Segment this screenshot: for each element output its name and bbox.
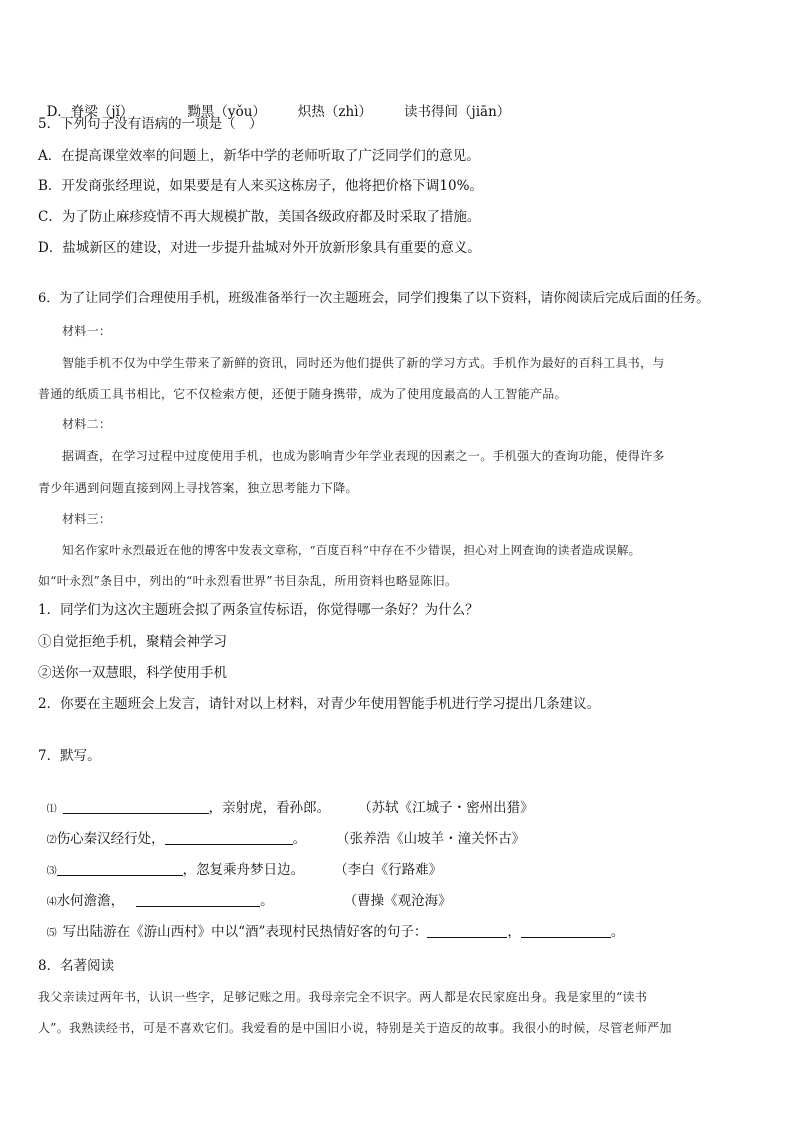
- item-number: ⑸: [46, 928, 57, 939]
- option-word-2: 黝黑（yǒu）: [187, 104, 266, 120]
- item-text: ，忽复乘舟梦日边。: [182, 862, 305, 878]
- material-2-line-1: 据调查，在学习过程中过度使用手机，也成为影响青少年学业表现的因素之一。手机强大的查询功能，使得许多: [62, 449, 665, 463]
- item-source: （李白《行路难》: [334, 862, 443, 878]
- q8-passage-line-2: 人”。我熟读经书，可是不喜欢它们。我爱看的是中国旧小说，特别是关于造反的故事。我很小的时候，尽管老师严加: [38, 1021, 672, 1035]
- q6-task-2: 2．你要在主题班会上发言，请针对以上材料，对青少年使用智能手机进行学习提出几条建议。: [38, 696, 601, 712]
- answer-blank[interactable]: [521, 923, 611, 938]
- option-word-1: 脊梁（jǐ）: [70, 104, 134, 120]
- item-number: ⑶: [46, 866, 57, 877]
- material-1-title: 材料一：: [62, 324, 112, 338]
- q5-stem: 5．下列句子没有语病的一项是（ ）: [38, 116, 263, 132]
- item-text: 水何澹澹，: [56, 893, 125, 909]
- q8-stem: 8．名著阅读: [38, 958, 115, 974]
- item-text-end: 。: [610, 924, 625, 940]
- option-word-4: 读书得间（jiān）: [404, 104, 511, 120]
- item-text: 写出陆游在《游山西村》中以“酒”表现村民热情好客的句子：: [62, 924, 428, 940]
- q7-stem: 7．默写。: [38, 748, 101, 764]
- item-text: 伤心秦汉经行处，: [56, 831, 165, 847]
- item-text: ，亲射虎，看孙郎。: [208, 800, 331, 816]
- material-2-line-2: 青少年遇到问题直接到网上寻找答案，独立思考能力下降。: [38, 481, 358, 495]
- item-source: （苏轼《江城子・密州出猎》: [358, 800, 534, 816]
- material-1-line-2: 普通的纸质工具书相比，它不仅检索方便，还便于随身携带，成为了使用度最高的人工智能产品。: [38, 387, 567, 401]
- q6-stem: 6．为了让同学们合理使用手机，班级准备举行一次主题班会，同学们搜集了以下资料，请你阅读后完成后面的任务。: [38, 291, 710, 306]
- material-1-line-1: 智能手机不仅为中学生带来了新鲜的资讯，同时还为他们提供了新的学习方式。手机作为最好的百科工具书，与: [62, 356, 665, 370]
- q5-option-c: C．为了防止麻疹疫情不再大规模扩散，美国各级政府都及时采取了措施。: [38, 209, 481, 225]
- q7-item-5: [38, 902, 624, 944]
- item-source: （张养浩《山坡羊・潼关怀古》: [336, 831, 526, 847]
- q6-task-1: 1．同学们为这次主题班会拟了两条宣传标语，你觉得哪一条好？为什么？: [38, 602, 479, 618]
- item-number: ⑷: [46, 897, 57, 908]
- q8-passage-line-1: 我父亲读过两年书，认识一些字，足够记账之用。我母亲完全不识字。两人都是农民家庭出身。我是家里的“读书: [38, 990, 648, 1004]
- option-label: D．: [46, 104, 71, 120]
- q5-option-d: D．盐城新区的建设，对进一步提升盐城对外开放新形象具有重要的意义。: [38, 240, 481, 256]
- material-3-line-1: 知名作家叶永烈最近在他的博客中发表文章称，“百度百科”中存在不少错误，担心对上网查询的读者造成误解。: [62, 543, 641, 557]
- item-number: ⑴: [46, 804, 57, 815]
- item-source: （曹操《观沧海》: [343, 893, 452, 909]
- item-number: ⑵: [46, 835, 57, 846]
- answer-blank[interactable]: [427, 923, 507, 938]
- q5-option-a: A．在提高课堂效率的问题上，新华中学的老师听取了广泛同学们的意见。: [38, 148, 480, 164]
- q6-slogan-2: ②送你一双慧眼，科学使用手机: [38, 665, 227, 681]
- q6-slogan-1: ①自觉拒绝手机，聚精会神学习: [38, 634, 227, 650]
- material-3-title: 材料三：: [62, 512, 112, 526]
- q5-option-b: B．开发商张经理说，如果要是有人来买这栋房子，他将把价格下调10%。: [38, 178, 483, 194]
- item-text-end: 。: [260, 893, 274, 909]
- material-3-line-2: 如“叶永烈”条目中，列出的“叶永烈看世界”书目杂乱，所用资料也略显陈旧。: [38, 574, 458, 588]
- material-2-title: 材料二：: [62, 417, 112, 431]
- item-text-end: 。: [292, 831, 307, 847]
- item-separator: ，: [507, 924, 521, 940]
- option-word-3: 炽热（zhì）: [297, 104, 373, 120]
